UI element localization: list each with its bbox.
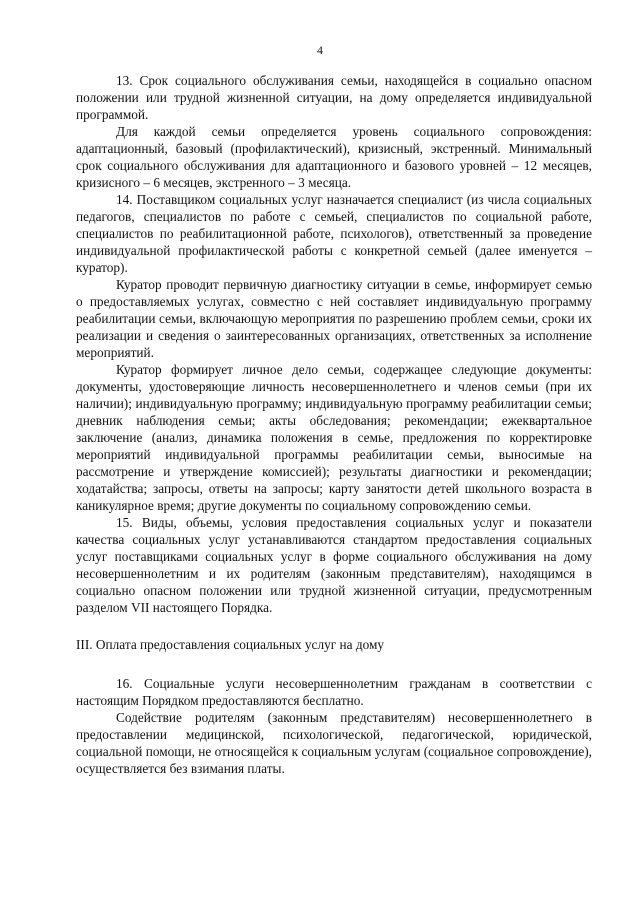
paragraph-social-support: Содействие родителям (законным представителям) несовершеннолетнего в предоставлении медицинской, психологической, педагогической, юридической, социальной помощи, не относящейся к социальным услугам (социальное сопровождение), осуществляется без взимания платы. (76, 710, 592, 776)
paragraph-13: 13. Срок социального обслуживания семьи, находящейся в социально опасном положении или трудной жизненной ситуации, на дому определяется индивидуальной программой. (76, 73, 592, 122)
paragraph-support-levels: Для каждой семьи определяется уровень социального сопровождения: адаптационный, базовый (профилактический), кризисный, экстренный. Минимальный срок социального обслуживания для адаптационного и базового уровней – 12 месяцев, кризисного – 6 месяцев, экстренного – 3 месяца. (76, 124, 592, 190)
paragraph-14: 14. Поставщиком социальных услуг назначается специалист (из числа социальных педагогов, специалистов по работе с семьей, специалистов по социальной работе, специалистов по реабилитационной работе, психологов), ответственный за проведение индивидуальной профилактической работы с конкретной семьей (далее именуется – куратор). (76, 192, 592, 275)
section-heading: III. Оплата предоставления социальных услуг на дому (76, 637, 385, 652)
page-number: 4 (317, 43, 323, 57)
paragraph-16: 16. Социальные услуги несовершеннолетним гражданам в соответствии с настоящим Порядком предоставляются бесплатно. (76, 676, 592, 708)
paragraph-curator-diagnostics: Куратор проводит первичную диагностику ситуации в семье, информирует семью о предоставляемых услугах, совместно с ней составляет индивидуальную программу реабилитации семьи, включающую мероприятия по разрешению проблем семьи, сроки их реализации и сведения о заинтересованных организациях, ответственных за исполнение мероприятий. (76, 277, 592, 360)
paragraph-15: 15. Виды, объемы, условия предоставления социальных услуг и показатели качества социальных услуг устанавливаются стандартом предоставления социальных услуг поставщиками социальных услуг в форме социального обслуживания на дому несовершеннолетним и их родителям (законным представителям), находящимся в социально опасном положении или трудной жизненной ситуации, предусмотренным разделом VII настоящего Порядка. (76, 515, 592, 615)
document-body (76, 72, 592, 777)
paragraph-curator-case-file: Куратор формирует личное дело семьи, содержащее следующие документы: документы, удостоверяющие личность несовершеннолетнего и членов семьи (при их наличии); индивидуальную программу; индивидуальную программу реабилитации семьи; дневник наблюдения семьи; акты обследования; рекомендации; ежеквартальное заключение (анализ, динамика положения в семье, предложения по корректировке мероприятий индивидуальной программы реабилитации семьи, выносимые на рассмотрение и утверждение комиссией); результаты диагностики и рекомендации; ходатайства; запросы, ответы на запросы; карту занятости детей школьного возраста в каникулярное время; другие документы по социальному сопровождению семьи. (76, 362, 592, 513)
